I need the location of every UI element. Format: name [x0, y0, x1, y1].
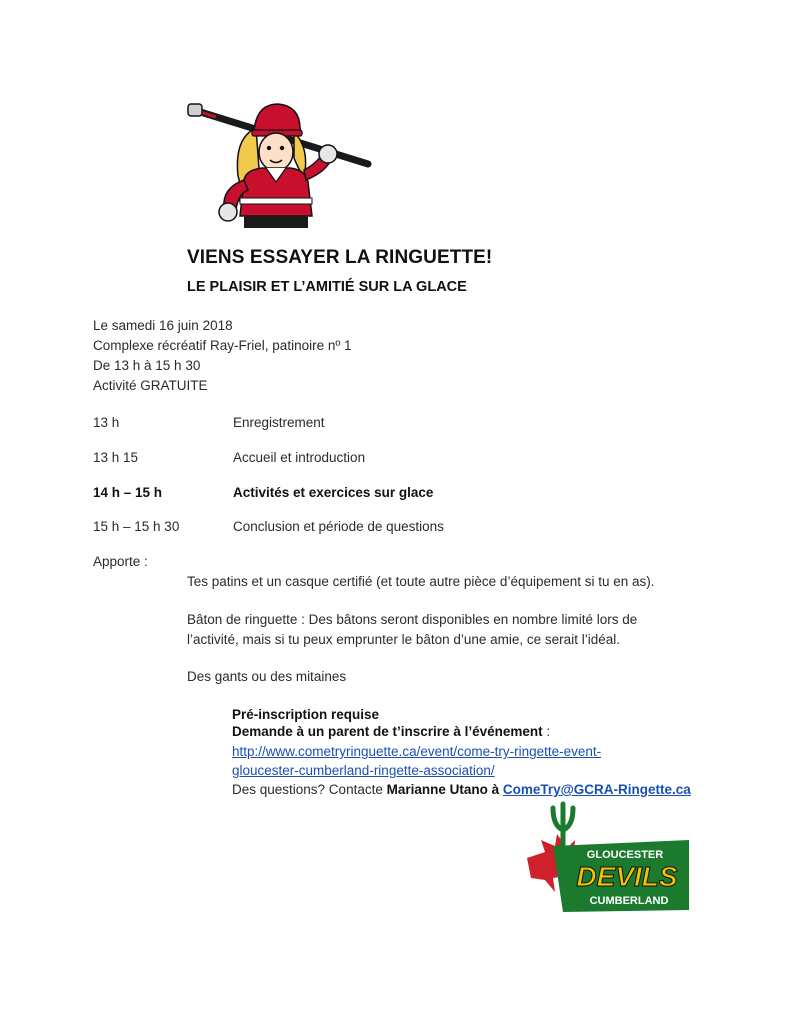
registration-link-continued[interactable]: gloucester-cumberland-ringette-association/	[232, 763, 495, 778]
registration-instruction-line	[232, 722, 550, 742]
bring-item: Tes patins et un casque certifié (et toute autre pièce d’équipement si tu en as).	[187, 574, 655, 589]
registration-heading: Pré-inscription requise	[232, 707, 380, 722]
event-info	[93, 316, 352, 396]
event-cost: Activité GRATUITE	[93, 378, 208, 393]
logo-text-middle: DEVILS	[576, 861, 678, 892]
contact-prefix: Des questions? Contacte	[232, 782, 387, 797]
contact-email-link[interactable]: ComeTry@GCRA-Ringette.ca	[502, 782, 691, 797]
logo-text-bottom: CUMBERLAND	[589, 895, 669, 907]
page-subtitle: LE PLAISIR ET L’AMITIÉ SUR LA GLACE	[187, 279, 467, 295]
schedule-time: 13 h 15	[93, 450, 139, 465]
schedule-activity: Conclusion et période de questions	[233, 519, 444, 534]
event-location: Complexe récréatif Ray-Friel, patinoire nº 1	[93, 338, 352, 353]
contact-name: Marianne Utano à	[386, 782, 503, 797]
gloucester-devils-logo	[523, 800, 691, 920]
event-time: De 13 h à 15 h 30	[93, 358, 201, 373]
contact-line	[232, 780, 691, 800]
bring-item: l’activité, mais si tu peux emprunter le bâton d’une amie, ce serait l’idéal.	[187, 632, 620, 647]
logo-text-top: GLOUCESTER	[586, 849, 664, 861]
schedule-time: 14 h – 15 h	[93, 485, 163, 500]
page-title: VIENS ESSAYER LA RINGUETTE!	[187, 247, 493, 268]
bring-label: Apporte :	[93, 554, 148, 569]
schedule-time: 13 h	[93, 415, 120, 430]
registration-link[interactable]: http://www.cometryringuette.ca/event/come-try-ringette-event-	[232, 744, 602, 759]
schedule-activity: Activités et exercices sur glace	[233, 485, 434, 500]
registration-instruction: Demande à un parent de t’inscrire à l’événement	[232, 724, 543, 739]
schedule-time: 15 h – 15 h 30	[93, 519, 180, 534]
schedule-activity: Enregistrement	[233, 415, 325, 430]
bring-item: Des gants ou des mitaines	[187, 669, 347, 684]
event-date: Le samedi 16 juin 2018	[93, 318, 233, 333]
registration-instruction-suffix: :	[542, 724, 551, 739]
bring-item: Bâton de ringuette : Des bâtons seront disponibles en nombre limité lors de	[187, 612, 638, 627]
schedule-activity: Accueil et introduction	[233, 450, 366, 465]
ringette-mascot-illustration	[186, 98, 376, 228]
